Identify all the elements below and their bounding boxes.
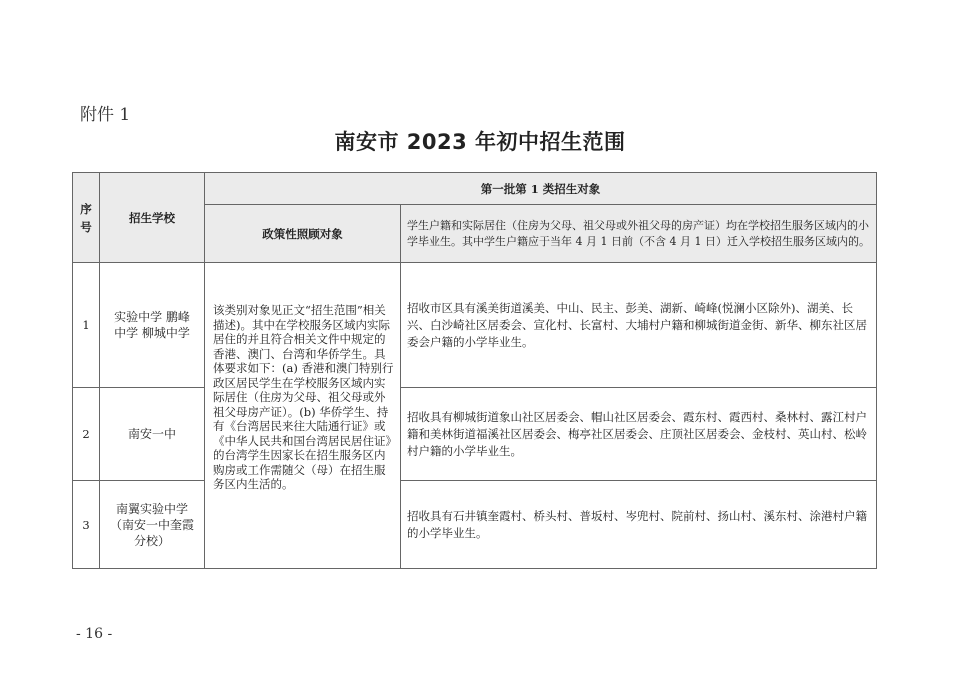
table-row: [73, 263, 877, 388]
header-policy: 政策性照顾对象: [205, 205, 401, 263]
row-school: 实验中学 鹏峰中学 柳城中学: [100, 263, 205, 388]
header-batch: 第一批第 1 类招生对象: [205, 173, 877, 205]
header-row-1: [73, 173, 877, 205]
header-residents: 学生户籍和实际居住（住房为父母、祖父母或外祖父母的房产证）均在学校招生服务区域内的小学毕业生。其中学生户籍应于当年 4 月 1 日前（不含 4 月 1 日）迁入学校招生服务区域内的。: [401, 205, 877, 263]
header-school: 招生学校: [100, 173, 205, 263]
row-seq: 1: [73, 263, 100, 388]
table-row: [73, 388, 877, 481]
page-title: 南安市 2023 年初中招生范围: [334, 130, 626, 154]
policy-description: 该类别对象见正文“招生范围”相关描述)。其中在学校服务区域内实际居住的并且符合相关文件中规定的香港、澳门、台湾和华侨学生。具体要求如下：(a) 香港和澳门特别行政区居民学生在学校服务区域内实际居住（住房为父母、祖父母或外祖父母房产证）。(b) 华侨学生、持有《台湾居民来往大陆通行证》或《中华人民共和国台湾居民居住证》的台湾学生因家长在招生服务区内购房或工作需随父（母）在招生服务区内生活的。: [205, 263, 401, 569]
row-school: 南安一中: [100, 388, 205, 481]
header-seq: 序号: [73, 173, 100, 263]
row-school: 南翼实验中学（南安一中奎霞分校）: [100, 481, 205, 569]
row-seq: 3: [73, 481, 100, 569]
table-row: [73, 481, 877, 569]
page-number: - 16 -: [76, 626, 113, 642]
enrollment-table: [72, 172, 877, 569]
row-scope: 招收市区具有溪美街道溪美、中山、民主、彭美、湖新、崎峰(悦澜小区除外)、湖美、长兴、白沙崎社区居委会、宣化村、长富村、大埔村户籍和柳城街道金街、新华、柳东社区居委会户籍的小学毕业生。: [401, 263, 877, 388]
row-scope: 招收具有柳城街道象山社区居委会、帽山社区居委会、霞东村、霞西村、桑林村、露江村户籍和美林街道福溪社区居委会、梅亭社区居委会、庄顶社区居委会、金枝村、英山村、松岭村户籍的小学毕业生。: [401, 388, 877, 481]
attachment-label: 附件 1: [80, 105, 131, 125]
row-seq: 2: [73, 388, 100, 481]
row-scope: 招收具有石井镇奎霞村、桥头村、普坂村、岑兜村、院前村、扬山村、溪东村、涂港村户籍的小学毕业生。: [401, 481, 877, 569]
